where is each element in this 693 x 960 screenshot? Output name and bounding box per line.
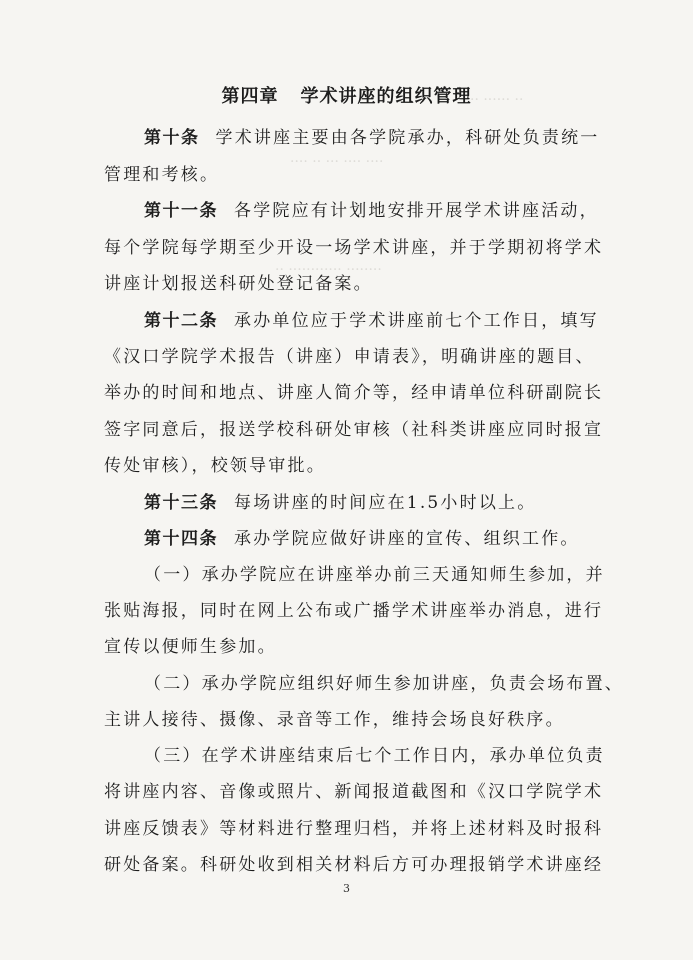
page-number: 3 bbox=[343, 882, 350, 895]
bleed-through-text: ·· ············ ········ bbox=[275, 262, 382, 278]
article-text: 各学院应有计划地安排开展学术讲座活动， bbox=[234, 201, 599, 221]
item-1-cont: 张贴海报，同时在网上公布或广播学术讲座举办消息，进行 bbox=[104, 601, 604, 621]
item-2-cont: 主讲人接待、摄像、录音等工作，维持会场良好秩序。 bbox=[104, 710, 565, 730]
article-11-cont: 每个学院每学期至少开设一场学术讲座，并于学期初将学术 bbox=[104, 238, 604, 258]
article-10-line bbox=[144, 123, 600, 148]
item-3-cont: 讲座反馈表》等材料进行整理归档，并将上述材料及时报科 bbox=[104, 819, 604, 839]
article-label: 第十三条 bbox=[144, 493, 218, 513]
article-text: 承办单位应于学术讲座前七个工作日，填写 bbox=[234, 311, 599, 331]
article-text: 学术讲座主要由各学院承办，科研处负责统一 bbox=[215, 128, 600, 148]
item-3-cont: 研处备案。科研处收到相关材料后方可办理报销学术讲座经 bbox=[104, 855, 604, 875]
item-3-line: （三）在学术讲座结束后七个工作日内，承办单位负责 bbox=[144, 746, 605, 766]
article-12-cont: 传处审核），校领导审批。 bbox=[104, 456, 326, 476]
item-3-cont: 将讲座内容、音像或照片、新闻报道截图和《汉口学院学术 bbox=[104, 782, 604, 802]
chapter-title: 学术讲座的组织管理 bbox=[300, 86, 472, 107]
article-12-cont: 《汉口学院学术报告（讲座）申请表》，明确讲座的题目、 bbox=[104, 347, 595, 367]
article-14-line bbox=[144, 524, 580, 549]
item-1-cont: 宣传以便师生参加。 bbox=[104, 637, 277, 657]
article-text: 承办学院应做好讲座的宣传、组织工作。 bbox=[234, 529, 580, 549]
article-12-line bbox=[144, 306, 599, 331]
article-10-cont: 管理和考核。 bbox=[104, 165, 220, 185]
article-label: 第十条 bbox=[144, 128, 200, 148]
bleed-through-text: ···· ·· ··· ···· ···· bbox=[290, 154, 384, 170]
bleed-through-text: ·· ······ ·· bbox=[470, 92, 524, 108]
article-12-cont: 举办的时间和地点、讲座人简介等，经申请单位科研副院长 bbox=[104, 383, 604, 403]
article-label: 第十一条 bbox=[144, 201, 218, 221]
article-13-line bbox=[144, 488, 536, 513]
item-1-line: （一）承办学院应在讲座举办前三天通知师生参加，并 bbox=[144, 565, 605, 585]
article-label: 第十四条 bbox=[144, 529, 218, 549]
article-label: 第十二条 bbox=[144, 311, 218, 331]
article-11-line bbox=[144, 196, 599, 221]
article-text: 每场讲座的时间应在1.5小时以上。 bbox=[234, 493, 537, 513]
article-11-cont: 讲座计划报送科研处登记备案。 bbox=[104, 274, 373, 294]
article-12-cont: 签字同意后，报送学校科研处审核（社科类讲座应同时报宣 bbox=[104, 420, 604, 440]
chapter-number: 第四章 bbox=[221, 86, 279, 107]
item-2-line: （二）承办学院应组织好师生参加讲座，负责会场布置、 bbox=[144, 674, 624, 694]
chapter-heading bbox=[0, 82, 693, 108]
